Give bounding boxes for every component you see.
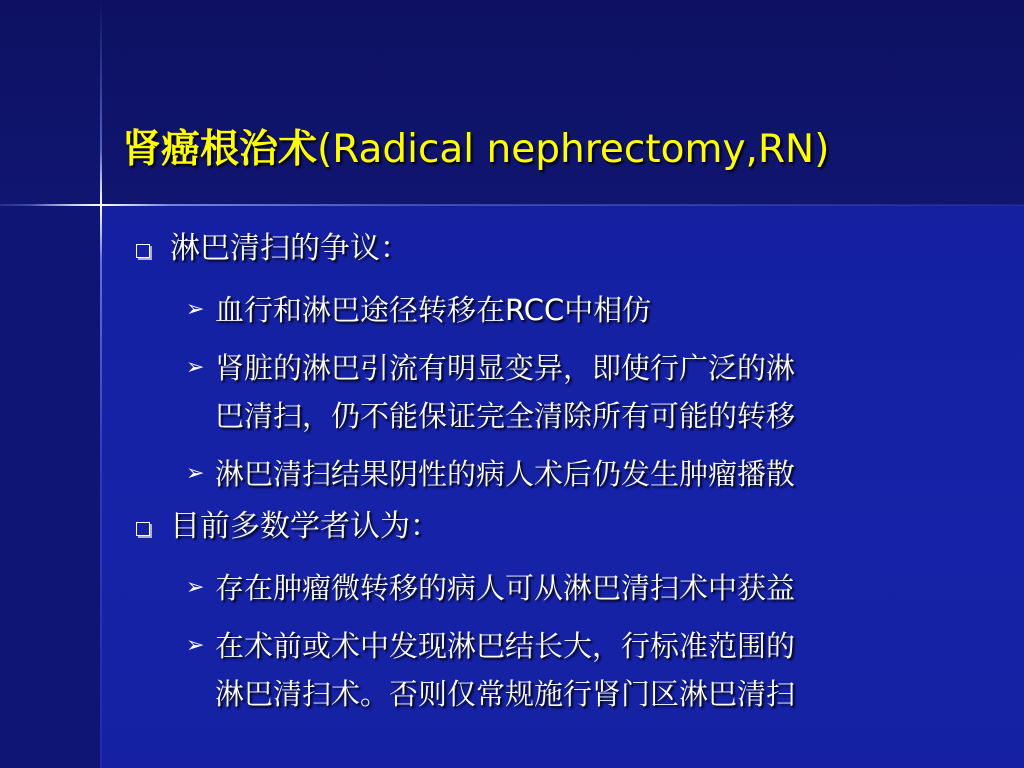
hollow-square-bullet-icon [136, 522, 150, 536]
left-band [0, 205, 100, 768]
sub-bullet-text: 在术前或术中发现淋巴结长大，行标准范围的 [215, 629, 796, 663]
slide-title-english: (Radical nephrectomy,RN) [317, 127, 830, 172]
bullet-text: 淋巴清扫的争议： [170, 231, 410, 266]
arrow-bullet-icon: ➢ [186, 355, 205, 380]
slide-title-chinese: 肾癌根治术 [122, 127, 318, 172]
sub-bullet-item [130, 564, 970, 612]
bullet-list [130, 230, 970, 728]
sub-bullet-item [130, 286, 970, 334]
bullet-item [130, 230, 970, 268]
arrow-bullet-icon: ➢ [186, 633, 205, 658]
sub-bullet-text: 巴清扫，仍不能保证完全清除所有可能的转移 [215, 399, 796, 433]
slide-title [122, 118, 1002, 174]
bullet-item [130, 508, 970, 546]
vertical-divider [100, 0, 102, 768]
sub-bullet-item [130, 344, 970, 440]
title-background [0, 0, 1024, 205]
arrow-bullet-icon: ➢ [186, 297, 205, 322]
sub-bullet-text: 淋巴清扫术。否则仅常规施行肾门区淋巴清扫 [215, 677, 796, 711]
arrow-bullet-icon: ➢ [186, 575, 205, 600]
sub-bullet-text: 存在肿瘤微转移的病人可从淋巴清扫术中获益 [215, 571, 796, 605]
sub-bullet-text: 淋巴清扫结果阴性的病人术后仍发生肿瘤播散 [215, 457, 796, 491]
sparkle-icon-horizontal [30, 204, 170, 206]
sub-bullet-text: 血行和淋巴途径转移在RCC中相仿 [215, 293, 652, 327]
sub-bullet-item [130, 450, 970, 498]
hollow-square-bullet-icon [136, 244, 150, 258]
bullet-text: 目前多数学者认为： [170, 509, 440, 544]
sub-bullet-text: 肾脏的淋巴引流有明显变异，即使行广泛的淋 [215, 351, 796, 385]
sub-bullet-item [130, 622, 970, 718]
arrow-bullet-icon: ➢ [186, 461, 205, 486]
